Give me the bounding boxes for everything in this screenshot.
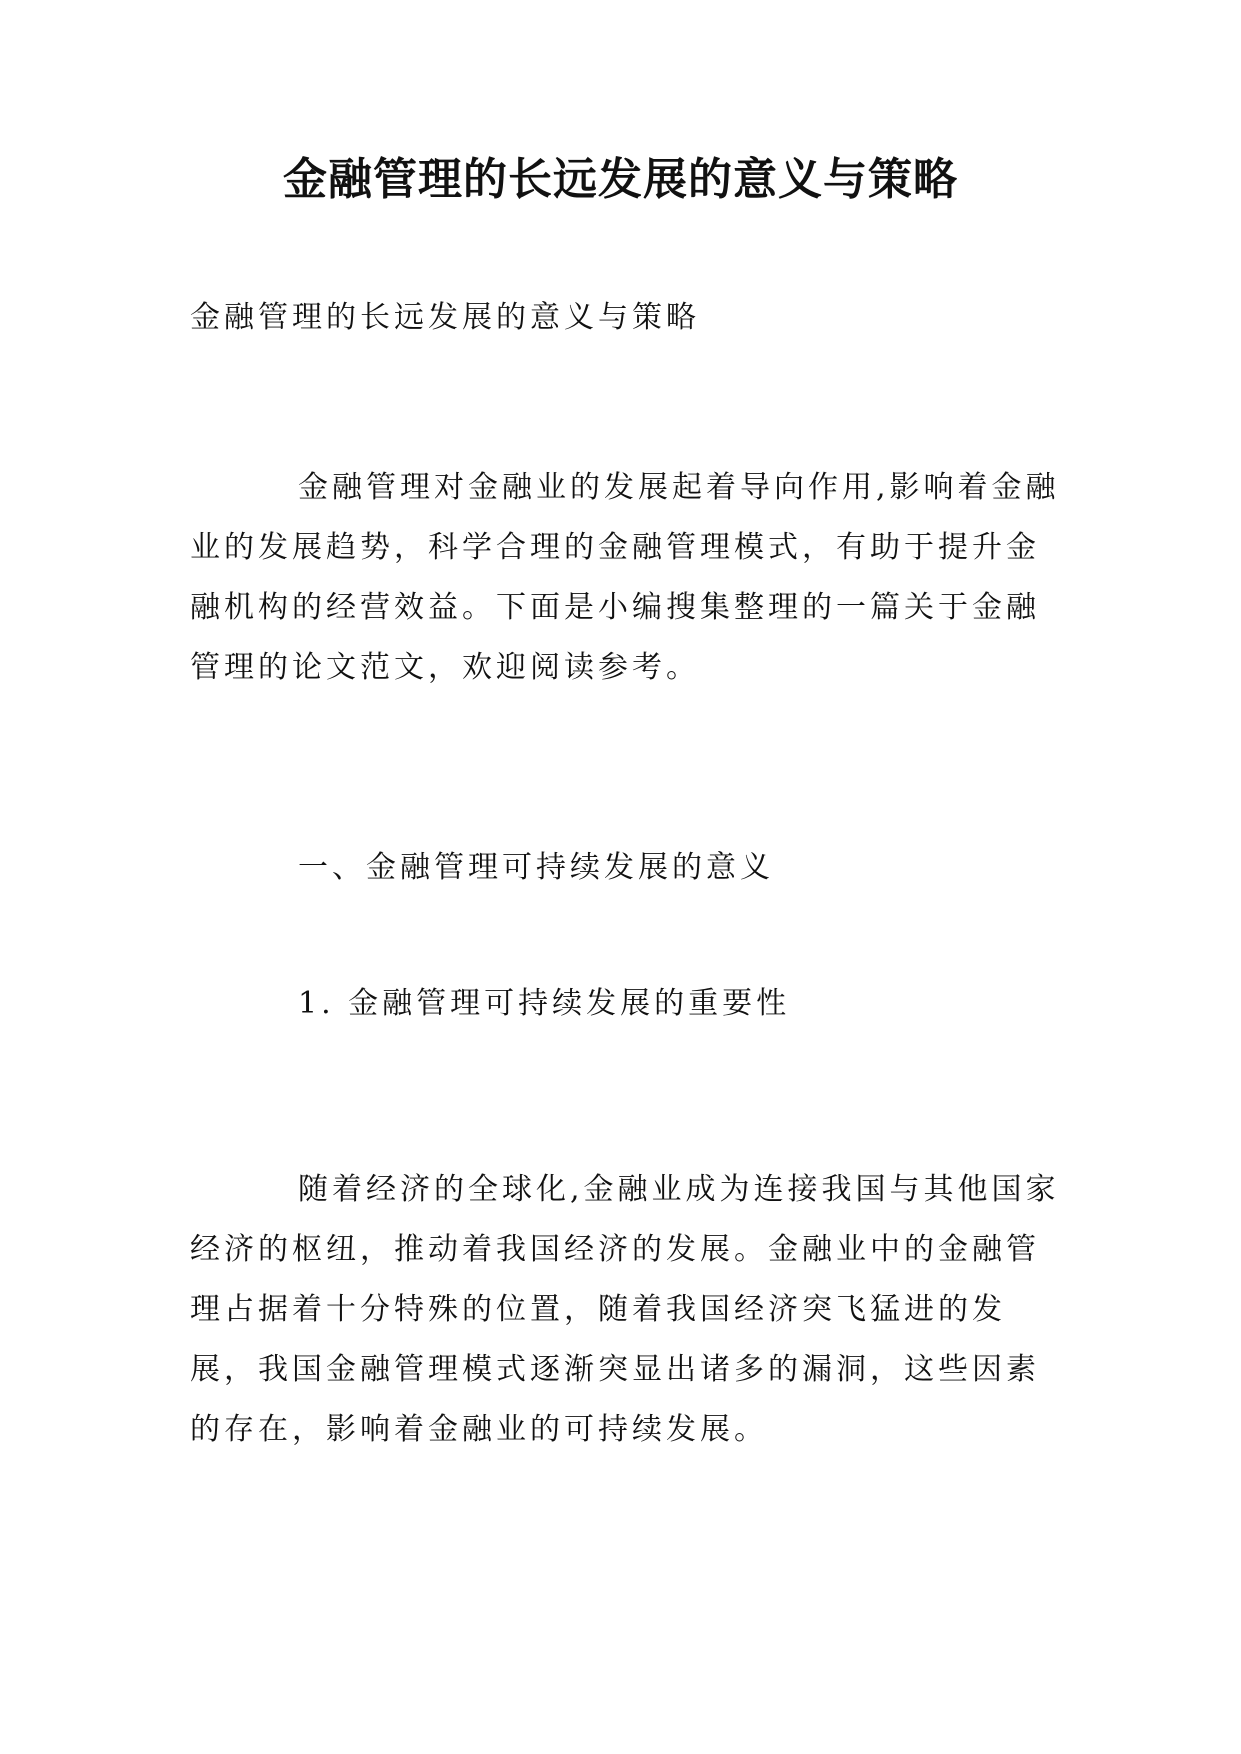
body-paragraph: 随着经济的全球化,金融业成为连接我国与其他国家经济的枢纽，推动着我国经济的发展。金融业中的金融管理占据着十分特殊的位置，随着我国经济突飞猛进的发展，我国金融管理模式逐渐突显出诸多的漏洞，这些因素的存在，影响着金融业的可持续发展。 <box>190 1172 1060 1447</box>
document-subtitle: 金融管理的长远发展的意义与策略 <box>190 300 700 335</box>
subsection-heading: 1. 金融管理可持续发展的重要性 <box>298 986 791 1021</box>
intro-paragraph: 金融管理对金融业的发展起着导向作用,影响着金融业的发展趋势，科学合理的金融管理模式，有助于提升金融机构的经营效益。下面是小编搜集整理的一篇关于金融管理的论文范文，欢迎阅读参考。 <box>190 470 1060 685</box>
document-title: 金融管理的长远发展的意义与策略 <box>283 154 958 205</box>
section-heading: 一、金融管理可持续发展的意义 <box>298 850 774 885</box>
